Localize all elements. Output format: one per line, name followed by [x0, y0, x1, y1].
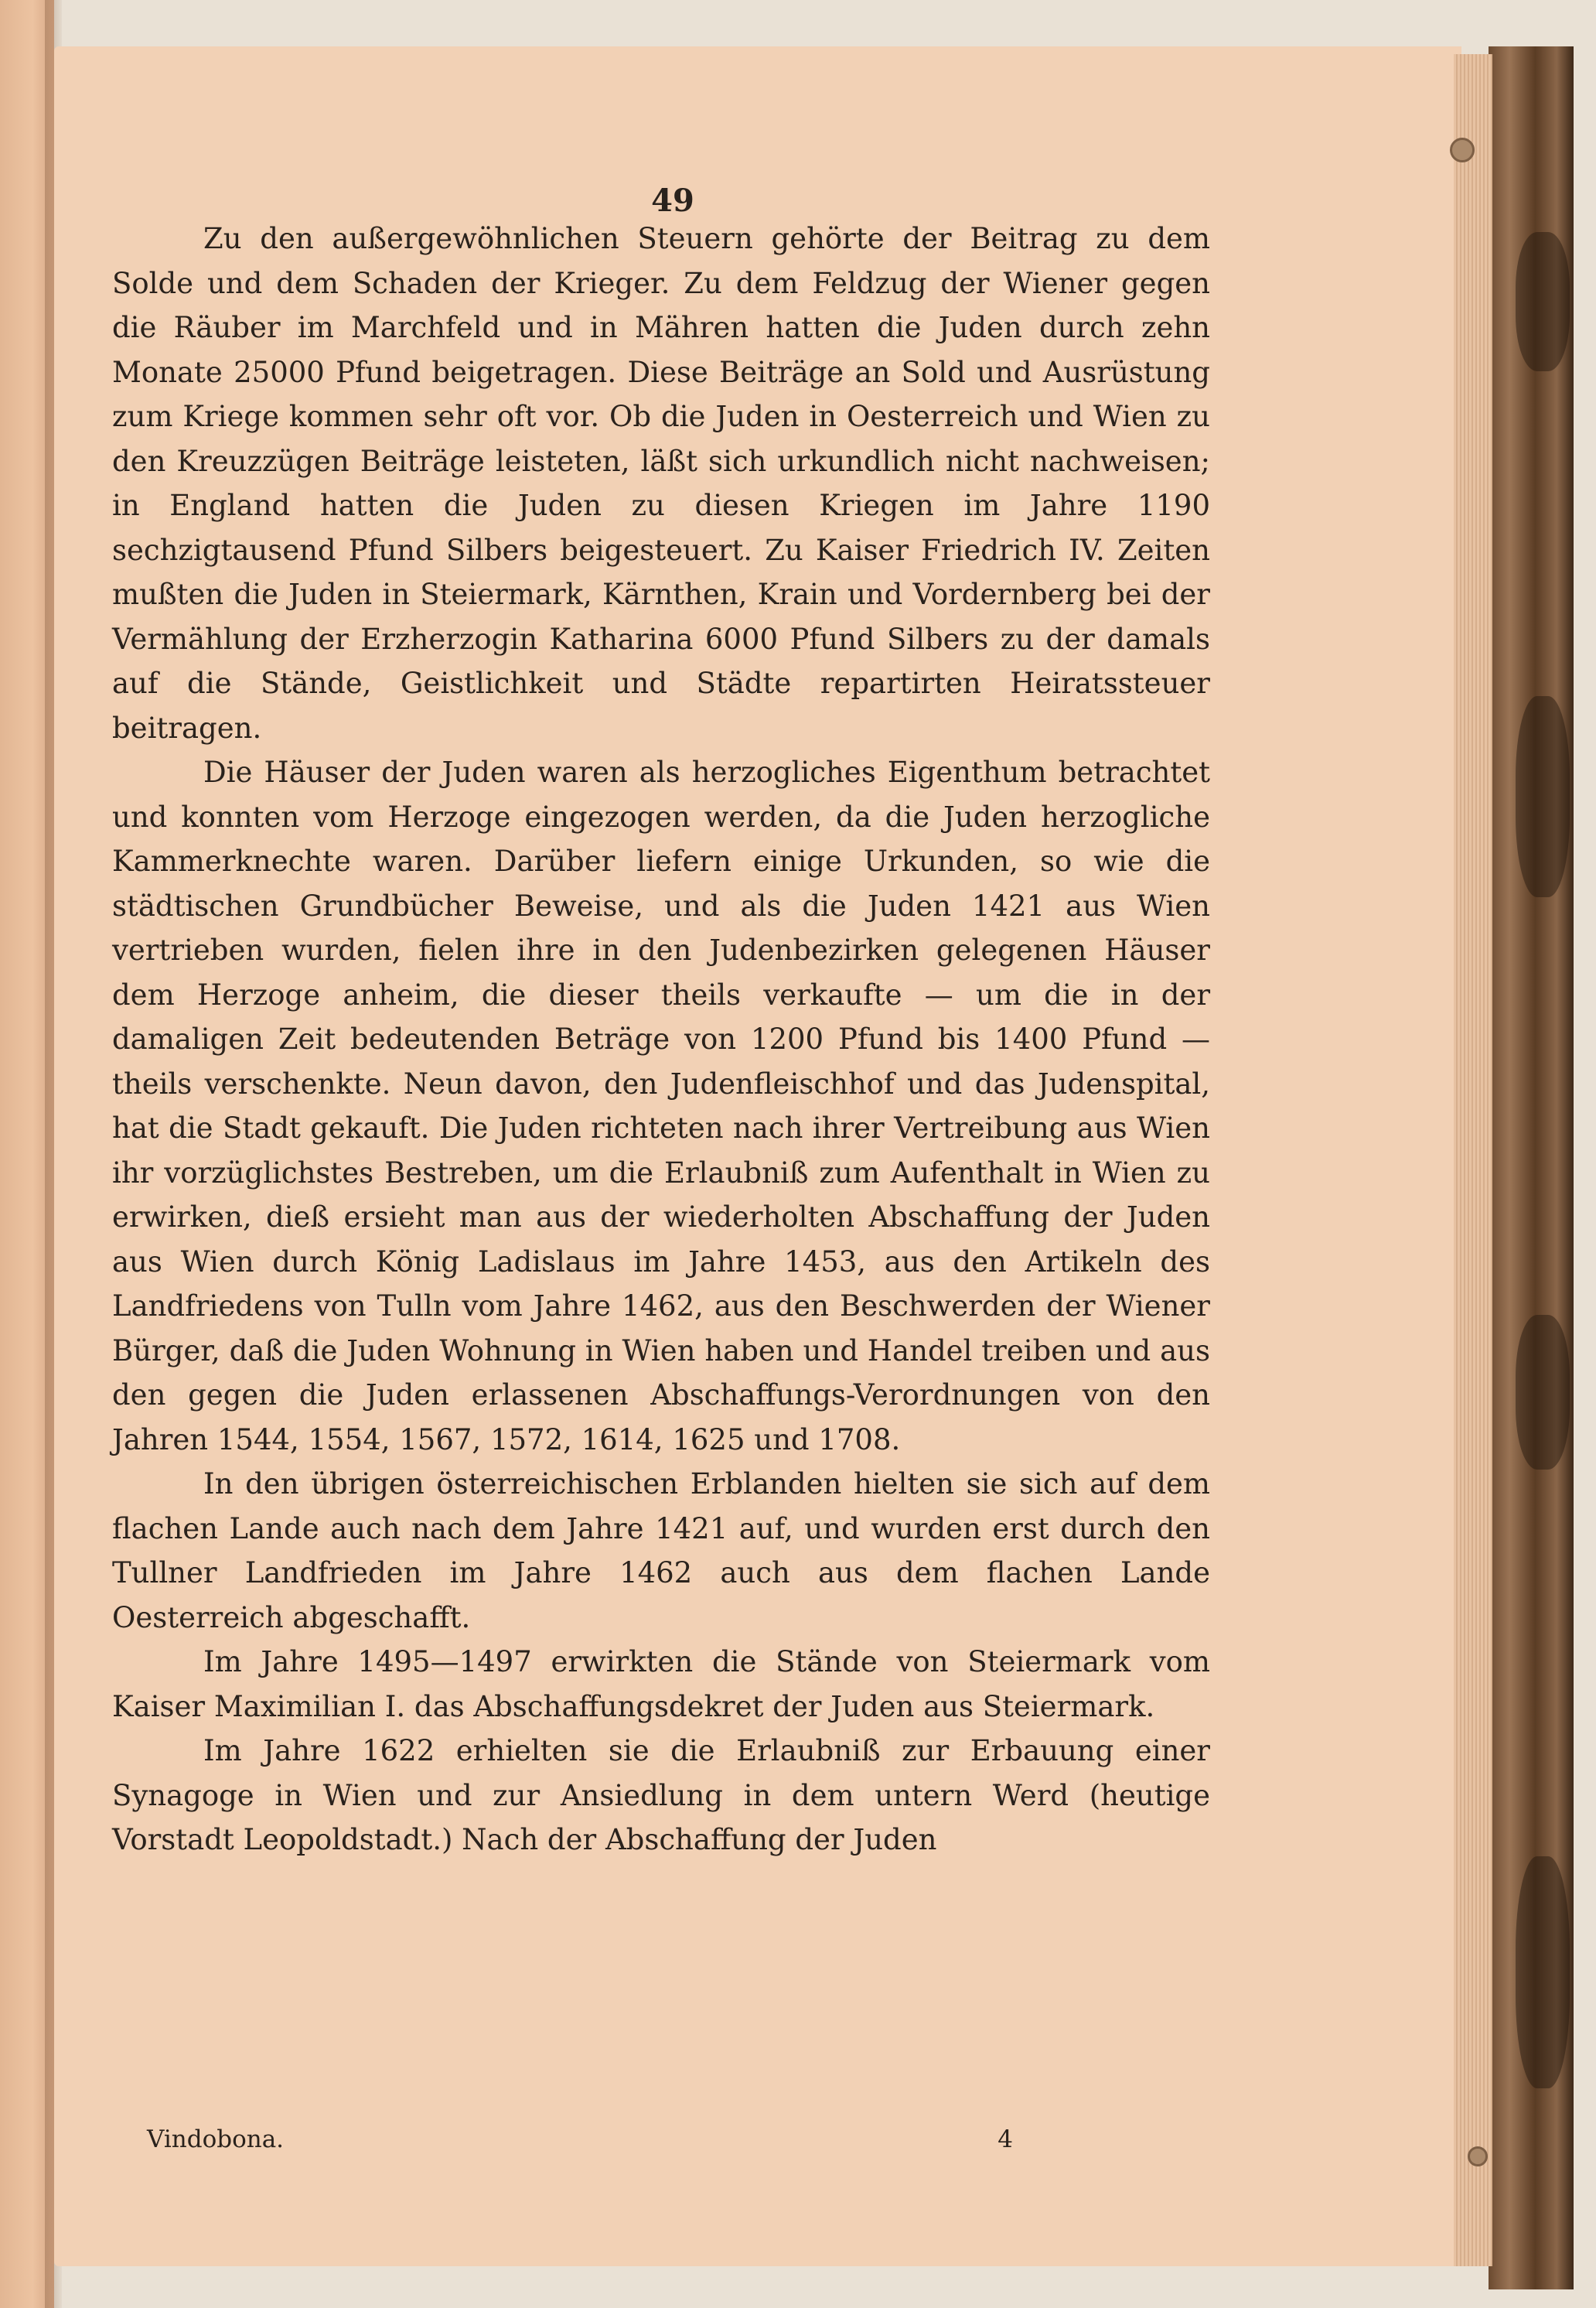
cover-marbling — [1516, 232, 1570, 371]
paragraph: Im Jahre 1622 erhielten sie die Erlaubniß zur Erbauung einer Synagoge in Wien und zur Ansiedlung in dem untern Werd (heutige Vorstadt Leopoldstadt.) Nach der Abschaffung der Juden — [112, 1734, 1210, 1856]
cover-marbling — [1516, 696, 1570, 897]
page-stack-edges — [1454, 54, 1492, 2266]
cover-marbling — [1516, 1315, 1570, 1470]
footer-signature: Vindobona. — [147, 2125, 285, 2153]
paragraph: In den übrigen österreichischen Erblanden hielten sie sich auf dem flachen Lande auch nach dem Jahre 1421 auf, und wurden erst durch den Tullner Landfrieden im Jahre 1462 auch aus dem flachen Lande Oesterreich abgeschafft. — [112, 1467, 1210, 1634]
page-footer — [147, 2125, 1013, 2153]
paragraph: Im Jahre 1495—1497 erwirkten die Stände von Steiermark vom Kaiser Maximilian I. das Abschaffungsdekret der Juden aus Steiermark. — [112, 1645, 1210, 1723]
sheet-number: 4 — [998, 2125, 1013, 2153]
binding-rivet — [1468, 2146, 1488, 2166]
page-number: 49 — [651, 183, 694, 219]
cover-marbling — [1516, 1856, 1570, 2088]
paragraph: Die Häuser der Juden waren als herzogliches Eigenthum betrachtet und konnten vom Herzoge eingezogen werden, da die Juden herzogliche Kammerknechte waren. Darüber liefern einige Urkunden, so wie die städtischen Grundbücher Beweise, und als die Juden 1421 aus Wien vertrieben wurden, fielen ihre in den Judenbezirken gelegenen Häuser dem Herzoge anheim, die dieser theils verkaufte — um die in der damaligen Zeit bedeutenden Beträge von 1200 Pfund bis 1400 Pfund — theils verschenkte. Neun davon, den Judenfleischhof und das Judenspital, hat die Stadt gekauft. Die Juden richteten nach ihrer Vertreibung aus Wien ihr vorzüglichstes Bestreben, um die Erlaubniß zum Aufenthalt in Wien zu erwirken, dieß ersieht man aus der wiederholten Abschaffung der Juden aus Wien durch König Ladislaus im Jahre 1453, aus den Artikeln des Landfriedens von Tulln vom Jahre 1462, aus den Beschwerden der Wiener Bürger, daß die Juden Wohnung in Wien haben und Handel treiben und aus den gegen die Juden erlassenen Abschaffungs-Verordnungen von den Jahren 1544, 1554, 1567, 1572, 1614, 1625 und 1708. — [112, 756, 1210, 1456]
paragraph: Zu den außergewöhnlichen Steuern gehörte der Beitrag zu dem Solde und dem Schaden der Krieger. Zu dem Feldzug der Wiener gegen die Räuber im Marchfeld und in Mähren hatten die Juden durch zehn Monate 25000 Pfund beigetragen. Diese Beiträge an Sold und Ausrüstung zum Kriege kommen sehr oft vor. Ob die Juden in Oesterreich und Wien zu den Kreuzzügen Beiträge leisteten, läßt sich urkundlich nicht nachweisen; in England hatten die Juden zu diesen Kriegen im Jahre 1190 sechzigtausend Pfund Silbers beigesteuert. Zu Kaiser Friedrich IV. Zeiten mußten die Juden in Steiermark, Kärnthen, Krain und Vordernberg bei der Vermählung der Erzherzogin Katharina 6000 Pfund Silbers zu der damals auf die Stände, Geistlichkeit und Städte repartirten Heiratssteuer beitragen. — [112, 222, 1210, 745]
binding-rivet — [1450, 138, 1475, 162]
body-text — [112, 217, 1210, 1862]
